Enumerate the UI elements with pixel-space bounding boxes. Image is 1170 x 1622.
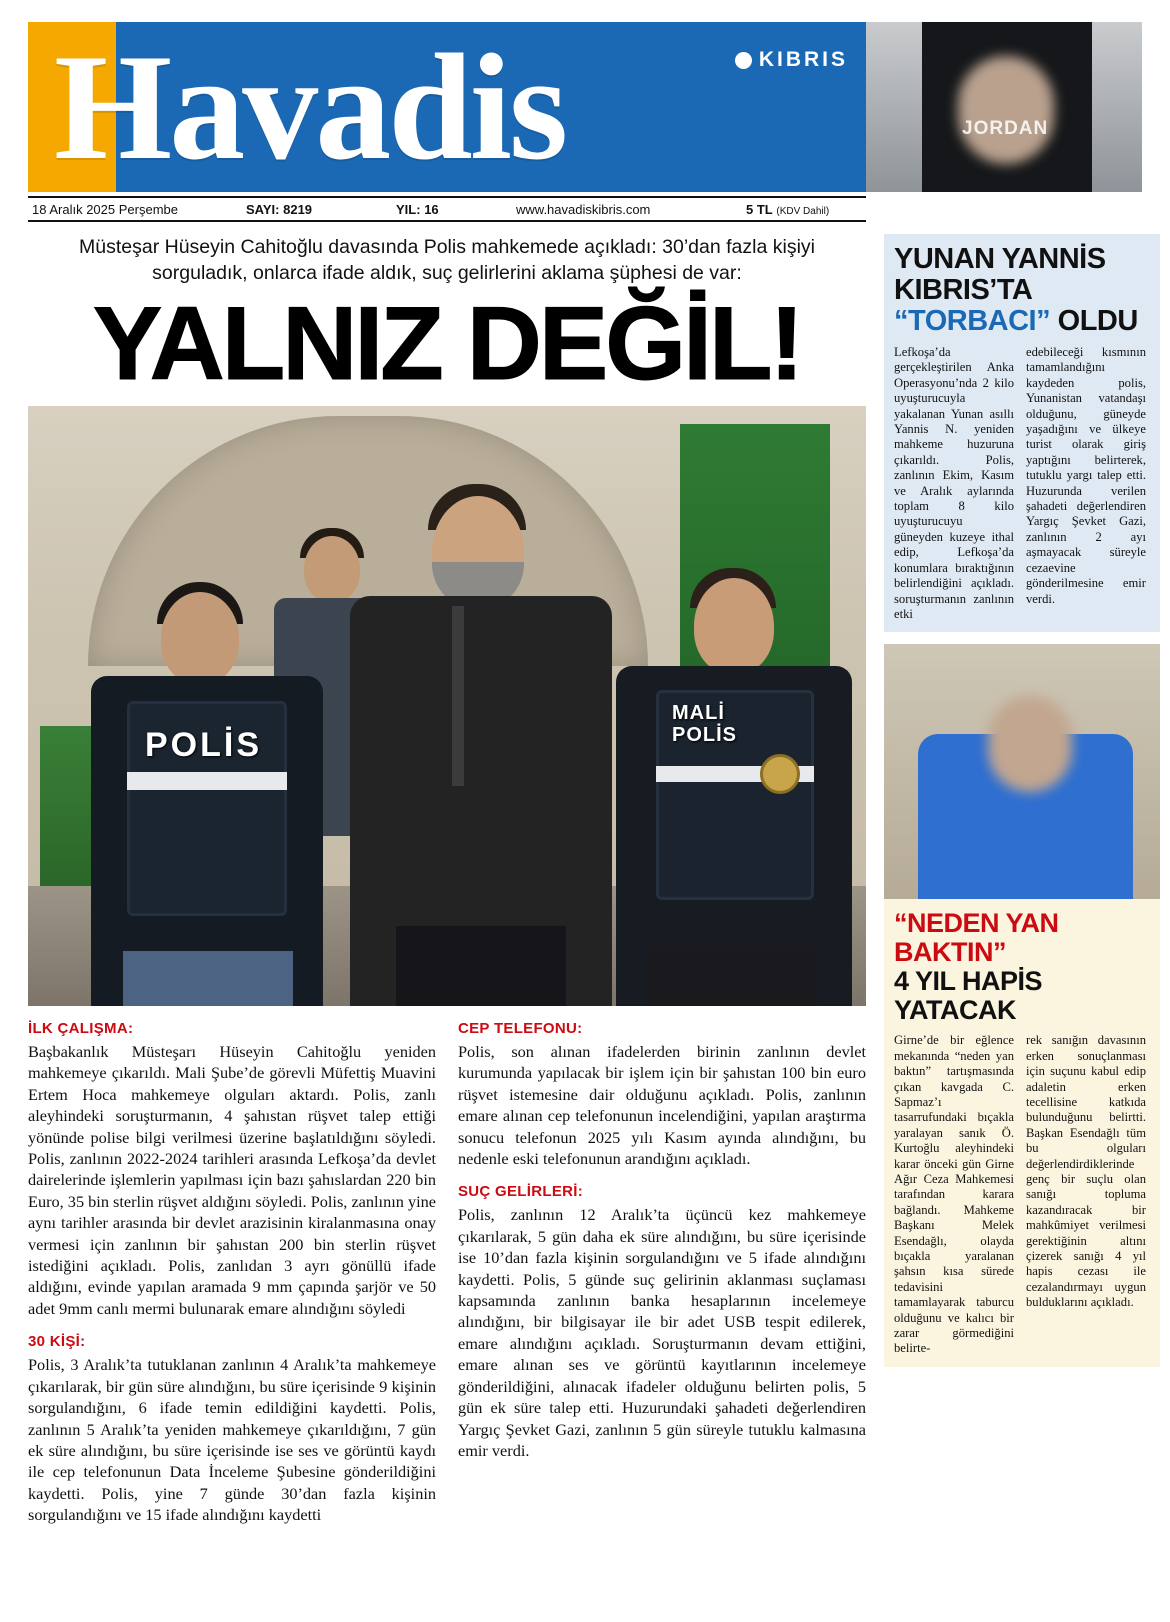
lead-headline: YALNIZ DEĞİL!: [92, 286, 802, 402]
rail-photo: [884, 644, 1160, 899]
section-heading: İLK ÇALIŞMA:: [28, 1020, 134, 1037]
section-paragraph: Başbakanlık Müsteşarı Hüseyin Cahitoğlu yeniden mahkemeye çıkarıldı. Mali Şube’de görevli Müfettiş Muavini Ertem Hoca mahkemeye olguları aktardı. Polis, zanlı aleyhindeki soruşturmanın, 4 şahıstan rüşvet talep ettiği yönünde polise bilgi verilmesi üzerine başlatıldığını söyledi. Polis, zanlının 2022-2024 tarihleri arasında Lefkoşa’da devlet dairelerinde işlemlerin yapılması için bazı şahıslardan 220 bin Euro, 35 bin sterlin rüşvet aldığını söyledi. Polis, zanlının yine aynı tarihler arasında bir devlet arazisinin kiralanmasına onay vermesi için zanlının bir şahıstan 200 bin sterlin rüşvet istediğini açıkladı. Polis, zanlıdan 3 ayrı gönüllü ifade aldığını, evinde yapılan aramada 9 mm çapında şarjör ve 50 adet 9mm canlı mermi bulunarak emare alındığını söyledi: [28, 1042, 436, 1318]
police-badge-icon: [760, 754, 800, 794]
newspaper-front-page: [0, 22, 1170, 1622]
photo-face-blurred: [988, 696, 1072, 792]
article-column-1: [28, 1020, 436, 1530]
photo-suspect: [328, 446, 628, 1006]
kibris-badge: [735, 48, 848, 72]
newspaper-title: Havadis: [54, 23, 566, 191]
rail-headline: YUNAN YANNİS KIBRIS’TA “TORBACI” OLDU: [894, 243, 1138, 337]
photo-officer-right: [608, 506, 858, 1006]
vest-text-polis: POLİS: [145, 726, 263, 764]
section-heading: 30 KİŞİ:: [28, 1333, 86, 1351]
right-rail: [884, 234, 1160, 1530]
section-paragraph: Polis, 3 Aralık’ta tutuklanan zanlının 4 Aralık’ta mahkemeye çıkarılarak, bir gün süre alındığını, bu süre içerisinde 9 kişinin sorgulandığını, 6 ifade temin edildiğini kaydetti. Polis, zanlının 5 Aralık’ta yeniden mahkemeye çıkarıldığını, 7 gün ek süre alındığını, bu süre içerisinde ise ses ve görüntü kaydı ile cep telefonunun Data İnceleme Şubesine gönderildiğini kaydetti. Polis, yine 7 günde 30’dan fazla kişinin sorgulandığını ve 15 ifade alındığını kaydetti: [28, 1355, 436, 1525]
rail-paragraph: Girne’de bir eğlence mekanında “neden yan baktın” tartışmasında çıkan kavgada C. Sapmaz’ı tasarrufundaki bıçakla yaralayan sanık Ö. Kurtoğlu aleyhindeki karar önceki gün Girne Ağır Ceza Mahkemesi tarafından karara bağlandı. Mahkeme Başkanı Melek Esendağlı, olayda bıçakla yaralanan şahsın kısa sürede tedavisini tamamlayarak taburcu olduğunu ve kalıcı bir zarar görmediğini belirte-: [894, 1033, 1014, 1356]
vest-text-mali-polis: MALİ POLİS: [672, 702, 738, 746]
main-column: [28, 234, 866, 1530]
section-paragraph: Polis, son alınan ifadelerden birinin zanlının devlet kurumunda yapılacak bir işlem için bir şahıstan 100 bin euro rüşvet istemesine dair olduğunu açıkladı. Polis, zanlının emare alınan cep telefonunun incelendiğini, yapılan araştırma sonucu telefonun 2025 yılı Kasım ayında alındığını, bu nedenle eski telefonunun arandığını açıkladı.: [458, 1042, 866, 1169]
dot-icon: [735, 52, 752, 69]
photo-jacket-text: JORDAN: [962, 118, 1049, 139]
section-heading: SUÇ GELİRLERİ:: [458, 1183, 584, 1201]
info-bar: [28, 196, 866, 222]
website-url[interactable]: www.havadiskibris.com: [516, 201, 651, 217]
section-heading: CEP TELEFONU:: [458, 1020, 583, 1037]
rail-paragraph: rek sanığın davasının erken sonuçlanması için suçunu kabul edip adaletin erken tecellisine katkıda bulunduğunu belirtti. Başkan Esendağlı tüm bu olguları değerlendirdiklerinde genç bir suçlu olan sanığı topluma kazandıracak bir mahkûmiyet verilmesi gerektiğinin altını çizerek sanığı 4 yıl hapis cezası ile cezalandırmayı uygun bulduklarını açıkladı.: [1026, 1033, 1146, 1310]
rail-story-yunan-yannis[interactable]: [884, 234, 1160, 632]
issue-number: SAYI: 8219: [246, 201, 313, 217]
rail-headline: “NEDEN YAN BAKTIN” 4 YIL HAPİS YATACAK: [894, 908, 1059, 1026]
lead-kicker: Müsteşar Hüseyin Cahitoğlu davasında Polis mahkemede açıkladı: 30’dan fazla kişiyi sorguladık, onlarca ifade aldık, suç gelirlerini aklama şüphesi de var:: [79, 236, 815, 284]
photo-officer-left: [83, 536, 333, 1006]
masthead-banner: [28, 22, 866, 192]
rail-paragraph: edebileceği kısmının tamamlandığını kaydeden polis, Yunanistan vatandaşı olduğunu, güneyde yaşadığını ve ülkeye turist olarak giriş yaptığını belirterek, tutuklu yargı talep etti. Huzurunda verilen şahadeti değerlendiren Yargıç Şevket Gazi, zanlının 2 ayı aşmayacak süreyle cezaevine gönderilmesine emir verdi.: [1026, 345, 1146, 606]
article-column-2: [458, 1020, 866, 1530]
price: 5 TL (KDV Dahil): [746, 201, 830, 217]
top-right-photo: [866, 22, 1142, 192]
publication-date: 18 Aralık 2025 Perşembe: [32, 201, 178, 217]
masthead: [28, 22, 1142, 192]
rail-story-neden-yan-baktin[interactable]: [884, 644, 1160, 1367]
year-number: YIL: 16: [396, 201, 439, 217]
rail-headline-highlight: “TORBACI”: [894, 305, 1051, 337]
lead-photo: [28, 406, 866, 1006]
article-body: [28, 1020, 866, 1530]
rail-paragraph: Lefkoşa’da gerçekleştirilen Anka Operasyonu’nda 2 kilo uyuşturucuyla yakalanan Yunan asıllı Yannis N. yeniden mahkeme huzuruna çıkarıldı. Polis, zanlının Ekim, Kasım ve Aralık aylarında toplam 8 kilo uyuşturucuyu güneyden kuzeye ithal edip, Lefkoşa’da konumlara bıraktığının belirlendiğini açıkladı. soruşturmanın zanlının etki: [894, 345, 1014, 621]
kibris-label: KIBRIS: [758, 48, 848, 71]
photo-face-blurred: [958, 56, 1054, 164]
section-paragraph: Polis, zanlının 12 Aralık’ta üçüncü kez mahkemeye çıkarılarak, 5 gün daha ek süre alındığını, bu süre içerisinde ise 10’dan fazla kişinin sorgulandığını ve 5 ifade alındığını kaydetti. Polis, 5 günde suç gelirinin aklanması suçlaması kapsamında zanlının banka hesaplarının incelemeye alındığını, bir bilgisayar ile bir adet USB tespit edilerek, emare alındığını açıkladı. Soruşturmanın devam ettiğini, emare alınan ses ve görüntü kayıtlarının incelemeye gönderildiğini, alınacak ifadeler olduğunu belirten polis, 5 gün ek süre talep etti. Huzurundaki şahadeti değerlendiren Yargıç Şevket Gazi, zanlının 5 gün süreyle tutuklu kalmasına emir verdi.: [458, 1205, 866, 1460]
